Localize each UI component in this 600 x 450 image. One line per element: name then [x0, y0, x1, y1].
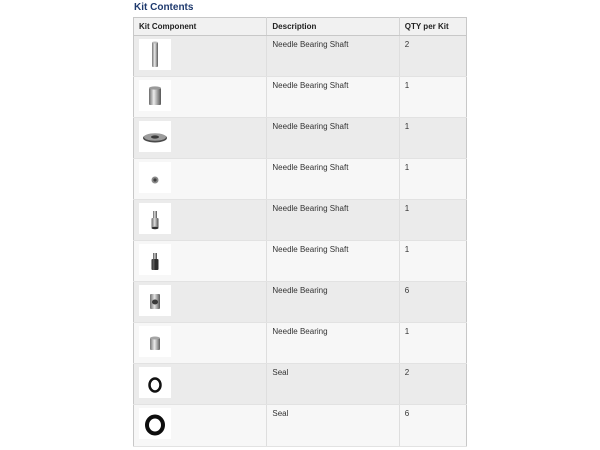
description-cell: Needle Bearing Shaft — [272, 122, 349, 131]
description-cell: Needle Bearing — [272, 286, 328, 295]
description-cell: Needle Bearing Shaft — [272, 81, 349, 90]
dark-stepped-shaft-icon — [139, 244, 171, 275]
description-cell: Seal — [272, 409, 289, 418]
table-row — [134, 36, 467, 77]
column-header-qty: QTY per Kit — [399, 18, 466, 36]
table-row — [134, 118, 467, 159]
small-seal-ring-icon — [139, 367, 171, 398]
qty-cell: 1 — [404, 163, 410, 172]
description-cell: Needle Bearing — [272, 327, 328, 336]
description-cell: Needle Bearing Shaft — [272, 40, 349, 49]
table-row — [134, 282, 467, 323]
qty-cell: 6 — [404, 286, 410, 295]
table-row — [134, 323, 467, 364]
large-seal-ring-icon — [139, 408, 171, 439]
short-needle-bearing-icon — [139, 326, 171, 357]
column-header-component: Kit Component — [134, 18, 267, 36]
qty-cell: 6 — [404, 409, 410, 418]
qty-cell: 1 — [404, 122, 410, 131]
column-header-description: Description — [267, 18, 399, 36]
description-cell: Needle Bearing Shaft — [272, 163, 349, 172]
table-row — [134, 77, 467, 118]
table-row — [134, 200, 467, 241]
qty-cell: 2 — [404, 40, 410, 49]
description-cell: Needle Bearing Shaft — [272, 245, 349, 254]
table-row — [134, 159, 467, 200]
stepped-shaft-icon — [139, 203, 171, 234]
table-row — [134, 405, 467, 447]
long-shaft-icon — [139, 39, 171, 70]
sleeve-shaft-icon — [139, 80, 171, 111]
small-nut-icon — [139, 162, 171, 193]
qty-cell: 1 — [404, 245, 410, 254]
qty-cell: 1 — [404, 81, 410, 90]
description-cell: Needle Bearing Shaft — [272, 204, 349, 213]
qty-cell: 2 — [404, 368, 410, 377]
qty-cell: 1 — [404, 204, 410, 213]
table-row — [134, 364, 467, 405]
description-cell: Seal — [272, 368, 289, 377]
flange-disc-icon — [139, 121, 171, 152]
page-title: Kit Contents — [134, 2, 194, 13]
kit-contents-table — [133, 17, 467, 447]
qty-cell: 1 — [404, 327, 410, 336]
needle-bearing-icon — [139, 285, 171, 316]
table-header-row — [134, 18, 467, 36]
table-row — [134, 241, 467, 282]
